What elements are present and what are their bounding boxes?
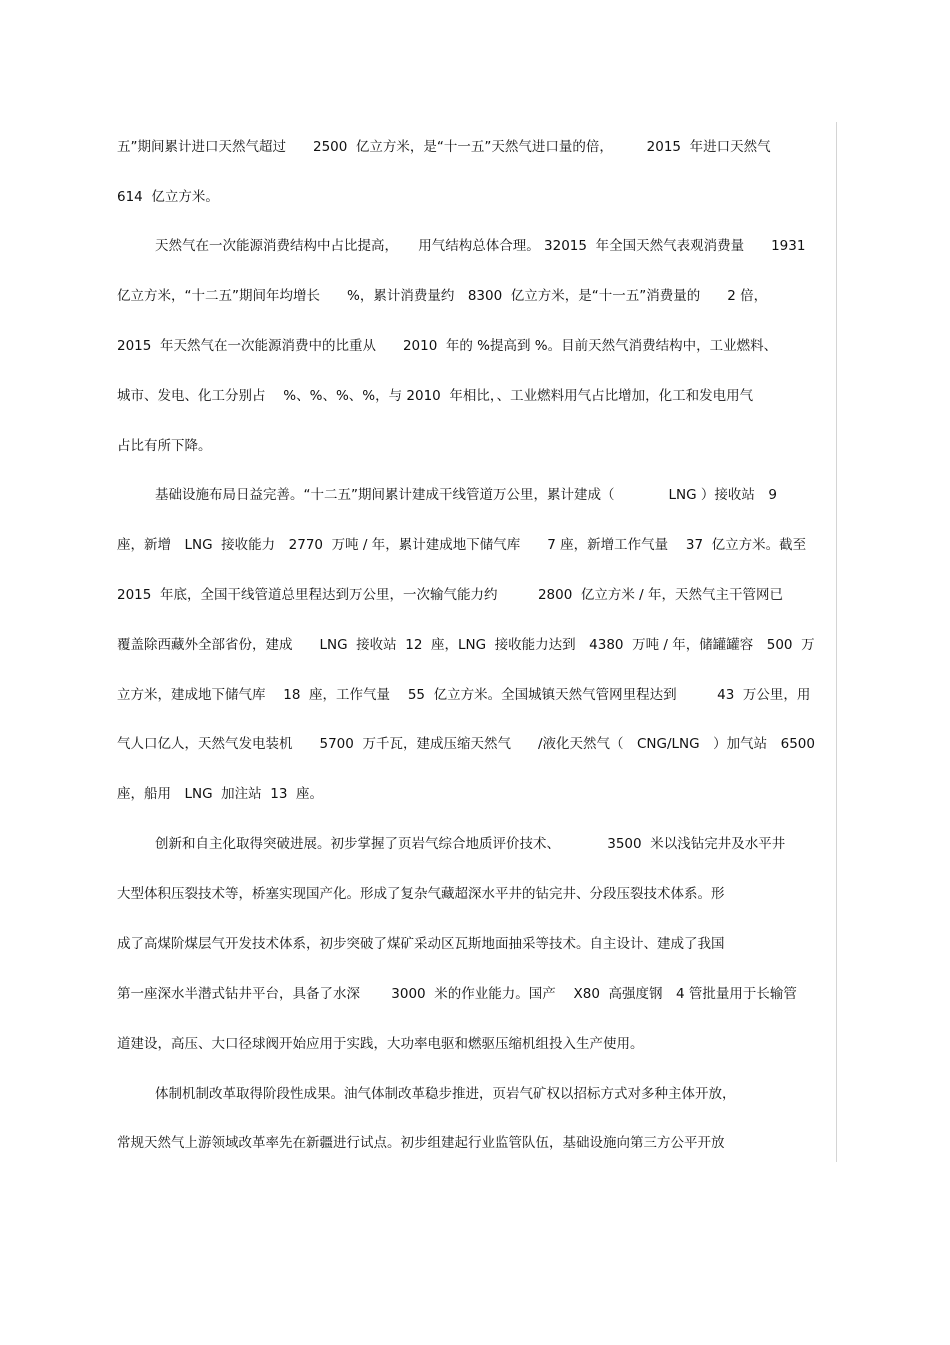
text-line: 覆盖除西藏外全部省份，建成 LNG 接收站 12 座，LNG 接收能力达到 4380 万吨 / 年，储罐罐容 500 万 (117, 637, 815, 653)
paragraph-start-line: 体制机制改革取得阶段性成果。油气体制改革稳步推进，页岩气矿权以招标方式对多种主体开放， (155, 1086, 736, 1102)
text-line: 2015 年天然气在一次能源消费中的比重从 2010 年的 %提高到 %。目前天然气消费结构中，工业燃料、 (117, 338, 778, 354)
text-line: 常规天然气上游领域改革率先在新疆进行试点。初步组建起行业监管队伍，基础设施向第三方公平开放 (117, 1135, 725, 1151)
text-line: 气人口亿人，天然气发电装机 5700 万千瓦，建成压缩天然气 /液化天然气（ CNG/LNG ）加气站 6500 (117, 736, 815, 752)
text-line: 座，船用 LNG 加注站 13 座。 (117, 786, 324, 802)
text-line: 立方米，建成地下储气库 18 座，工作气量 55 亿立方米。全国城镇天然气管网里程达到 43 万公里，用 (117, 687, 811, 703)
text-line: 座，新增 LNG 接收能力 2770 万吨 / 年，累计建成地下储气库 7 座，新增工作气量 37 亿立方米。截至 (117, 537, 807, 553)
text-line: 五”期间累计进口天然气超过 2500 亿立方米，是“十一五”天然气进口量的倍， 2015 年进口天然气 (117, 139, 771, 155)
text-line: 道建设，高压、大口径球阀开始应用于实践，大功率电驱和燃驱压缩机组投入生产使用。 (117, 1036, 644, 1052)
text-line: 2015 年底，全国干线管道总里程达到万公里，一次输气能力约 2800 亿立方米 / 年，天然气主干管网已 (117, 587, 784, 603)
text-line: 成了高煤阶煤层气开发技术体系，初步突破了煤矿采动区瓦斯地面抽采等技术。自主设计、建成了我国 (117, 936, 725, 952)
text-line: 第一座深水半潜式钻井平台，具备了水深 3000 米的作业能力。国产 X80 高强度钢 4 管批量用于长输管 (117, 986, 797, 1002)
text-line: 占比有所下降。 (117, 438, 212, 454)
paragraph-start-line: 创新和自主化取得突破进展。初步掌握了页岩气综合地质评价技术、 3500 米以浅钻完井及水平井 (155, 836, 786, 852)
text-line: 城市、发电、化工分别占 %、%、%、%，与 2010 年相比，、工业燃料用气占比增加，化工和发电用气 (117, 388, 754, 404)
page-edge-line (836, 122, 837, 1162)
paragraph-start-line: 基础设施布局日益完善。“十二五”期间累计建成干线管道万公里，累计建成（ LNG ）接收站 9 (155, 487, 777, 503)
text-line: 614 亿立方米。 (117, 189, 219, 205)
text-line: 大型体积压裂技术等，桥塞实现国产化。形成了复杂气藏超深水平井的钻完井、分段压裂技术体系。形 (117, 886, 725, 902)
paragraph-start-line: 天然气在一次能源消费结构中占比提高， 用气结构总体合理。 32015 年全国天然气表观消费量 1931 (155, 238, 806, 254)
text-line: 亿立方米，“十二五”期间年均增长 %，累计消费量约 8300 亿立方米，是“十一五”消费量的 2 倍， (117, 288, 768, 304)
